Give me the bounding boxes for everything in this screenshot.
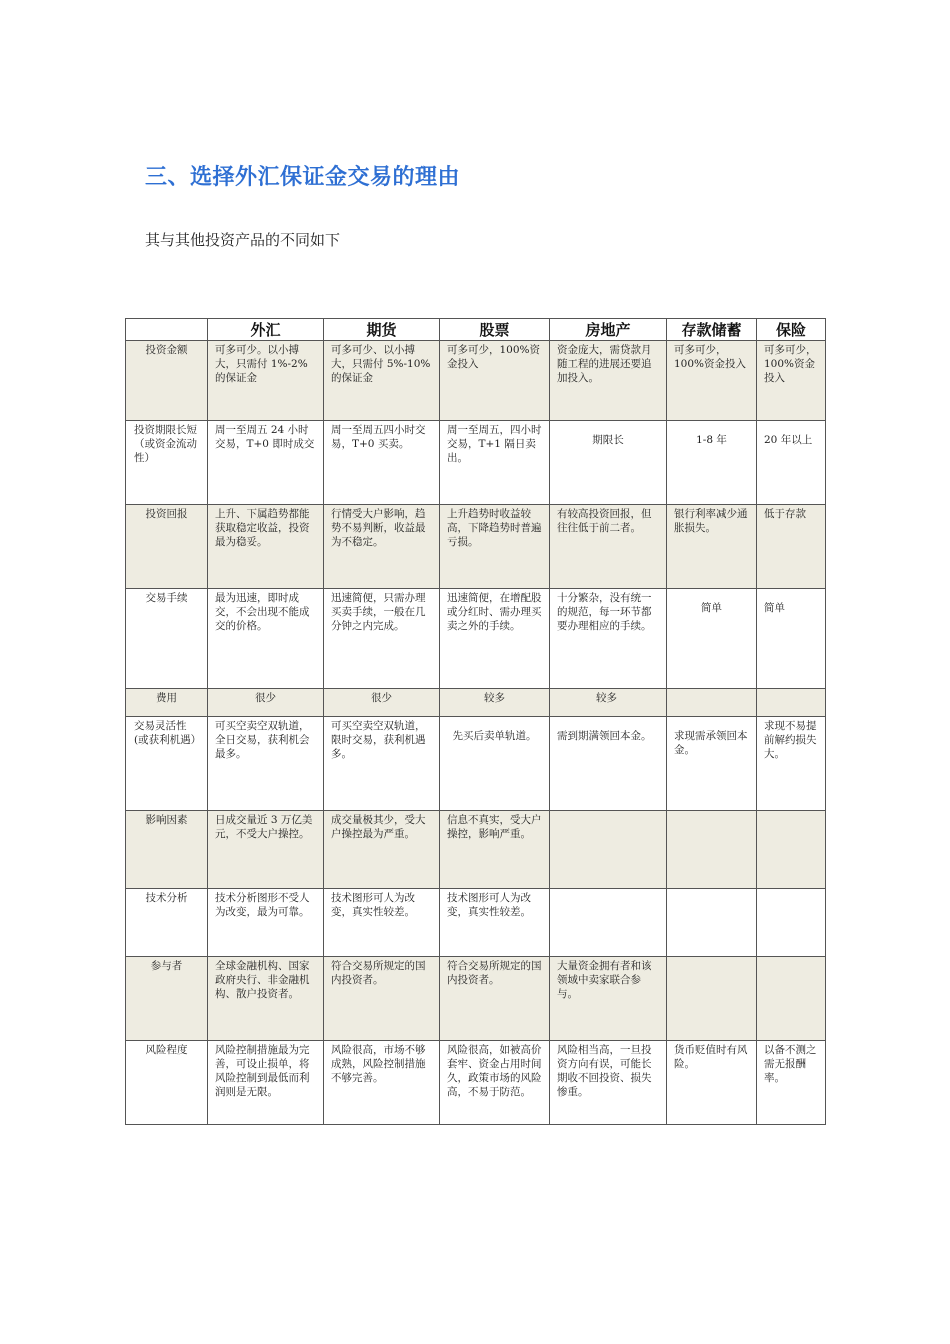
row-label: 参与者	[126, 957, 208, 1041]
table-cell: 有较高投资回报，但往往低于前二者。	[550, 505, 667, 589]
table-header-row	[126, 319, 826, 341]
table-cell: 较多	[440, 689, 550, 717]
table-cell: 可多可少，100%资金投入	[440, 341, 550, 421]
table-cell: 信息不真实，受大户操控，影响严重。	[440, 811, 550, 889]
table-cell: 需到期满领回本金。	[550, 717, 667, 811]
table-cell	[667, 889, 757, 957]
table-cell: 符合交易所规定的国内投资者。	[324, 957, 440, 1041]
table-cell	[550, 889, 667, 957]
table-cell: 迅速简便，在增配股或分红时、需办理买卖之外的手续。	[440, 589, 550, 689]
row-label: 技术分析	[126, 889, 208, 957]
table-cell: 可买空卖空双轨道，限时交易，获利机遇多。	[324, 717, 440, 811]
header-cell-real-estate: 房地产	[550, 319, 667, 341]
table-row	[126, 689, 826, 717]
row-label: 影响因素	[126, 811, 208, 889]
table-cell	[757, 889, 826, 957]
table-row	[126, 957, 826, 1041]
table-cell: 以备不测之需无报酬率。	[757, 1041, 826, 1125]
table-cell: 迅速简便，只需办理买卖手续，一般在几分钟之内完成。	[324, 589, 440, 689]
table-cell: 技术图形可人为改变，真实性较差。	[440, 889, 550, 957]
table-cell: 较多	[550, 689, 667, 717]
table-cell	[667, 811, 757, 889]
table-cell: 符合交易所规定的国内投资者。	[440, 957, 550, 1041]
table-cell: 十分繁杂，没有统一的规范，每一环节都要办理相应的手续。	[550, 589, 667, 689]
table-row	[126, 889, 826, 957]
table-cell: 先买后卖单轨道。	[440, 717, 550, 811]
row-label: 投资回报	[126, 505, 208, 589]
table-cell: 风险很高，如被高价套牢、资金占用时间久，政策市场的风险高，不易于防范。	[440, 1041, 550, 1125]
table-row	[126, 717, 826, 811]
row-label: 投资金额	[126, 341, 208, 421]
table-cell: 可多可少、以小搏大，只需付 5%-10%的保证金	[324, 341, 440, 421]
table-cell: 上升、下属趋势都能获取稳定收益，投资最为稳妥。	[208, 505, 324, 589]
table-cell: 货币贬值时有风险。	[667, 1041, 757, 1125]
header-cell-blank	[126, 319, 208, 341]
table-cell: 技术图形可人为改变，真实性较差。	[324, 889, 440, 957]
table-cell: 风险很高，市场不够成熟，风险控制措施不够完善。	[324, 1041, 440, 1125]
row-label: 投资期限长短（或资金流动性）	[126, 421, 208, 505]
table-row	[126, 341, 826, 421]
table-cell: 银行利率减少通胀损失。	[667, 505, 757, 589]
header-cell-futures: 期货	[324, 319, 440, 341]
table-cell: 日成交量近 3 万亿美元，不受大户操控。	[208, 811, 324, 889]
table-cell: 可多可少，100%资金投入	[757, 341, 826, 421]
table-cell	[667, 689, 757, 717]
table-cell: 求现不易提前解约损失大。	[757, 717, 826, 811]
row-label: 费用	[126, 689, 208, 717]
table-cell: 风险相当高，一旦投资方向有误，可能长期收不回投资、损失惨重。	[550, 1041, 667, 1125]
row-label: 交易手续	[126, 589, 208, 689]
table-cell	[667, 957, 757, 1041]
header-cell-insurance: 保险	[757, 319, 826, 341]
table-row	[126, 589, 826, 689]
table-row	[126, 421, 826, 505]
header-cell-forex: 外汇	[208, 319, 324, 341]
table-cell: 简单	[667, 589, 757, 689]
table-cell: 全球金融机构、国家政府央行、非金融机构、散户投资者。	[208, 957, 324, 1041]
table-cell: 1-8 年	[667, 421, 757, 505]
table-row	[126, 505, 826, 589]
table-cell: 很少	[324, 689, 440, 717]
table-cell	[550, 811, 667, 889]
table-cell: 可买空卖空双轨道，全日交易，获利机会最多。	[208, 717, 324, 811]
table-cell: 行情受大户影响，趋势不易判断，收益最为不稳定。	[324, 505, 440, 589]
table-cell: 周一至周五四小时交易，T+0 买卖。	[324, 421, 440, 505]
table-cell	[757, 957, 826, 1041]
table-cell: 成交量极其少，受大户操控最为严重。	[324, 811, 440, 889]
table-cell: 期限长	[550, 421, 667, 505]
table-cell: 可多可少。以小搏大，只需付 1%-2%的保证金	[208, 341, 324, 421]
table-cell: 周一至周五 24 小时交易，T+0 即时成交	[208, 421, 324, 505]
table-cell	[757, 689, 826, 717]
table-row	[126, 811, 826, 889]
row-label: 风险程度	[126, 1041, 208, 1125]
header-cell-stocks: 股票	[440, 319, 550, 341]
table-cell: 上升趋势时收益较高，下降趋势时普遍亏损。	[440, 505, 550, 589]
table-cell: 可多可少，100%资金投入	[667, 341, 757, 421]
header-cell-savings: 存款储蓄	[667, 319, 757, 341]
table-cell: 低于存款	[757, 505, 826, 589]
intro-text: 其与其他投资产品的不同如下	[145, 231, 341, 249]
table-cell: 最为迅速，即时成交，不会出现不能成交的价格。	[208, 589, 324, 689]
section-heading: 三、选择外汇保证金交易的理由	[145, 164, 461, 190]
table-cell: 大量资金拥有者和该领域中卖家联合参与。	[550, 957, 667, 1041]
table-cell: 很少	[208, 689, 324, 717]
comparison-table	[125, 318, 826, 1125]
table-cell: 风险控制措施最为完善，可设止损单，将风险控制到最低而利润则是无限。	[208, 1041, 324, 1125]
table-cell: 20 年以上	[757, 421, 826, 505]
row-label: 交易灵活性(或获利机遇）	[126, 717, 208, 811]
table-cell: 简单	[757, 589, 826, 689]
table-cell: 周一至周五，四小时交易，T+1 隔日卖出。	[440, 421, 550, 505]
table-cell: 资金庞大，需贷款月随工程的进展还要追加投入。	[550, 341, 667, 421]
table-cell: 技术分析图形不受人为改变，最为可靠。	[208, 889, 324, 957]
table-row	[126, 1041, 826, 1125]
table-cell	[757, 811, 826, 889]
table-cell: 求现需承领回本金。	[667, 717, 757, 811]
